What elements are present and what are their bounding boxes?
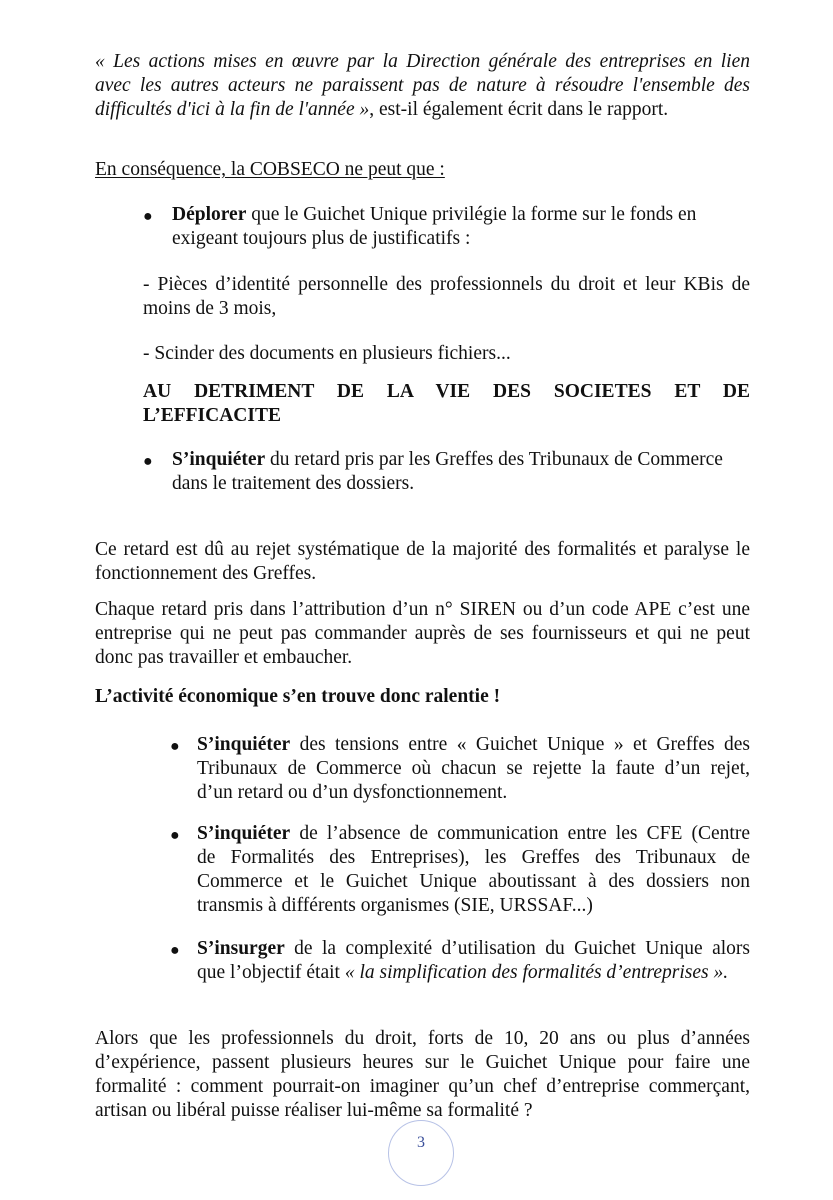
- quote-paragraph: [95, 50, 750, 122]
- bullet-item: [197, 822, 750, 918]
- bullet-text: de la complexité d’utilisation du Guichet Unique alors: [284, 938, 750, 959]
- bullet-text: exigeant toujours plus de justificatifs :: [172, 228, 471, 249]
- bullet-text: transmis à différents organismes (SIE, URSSAF...): [197, 895, 593, 916]
- emphasis-caps: [143, 380, 750, 428]
- bullet-verb: S’inquiéter: [197, 734, 291, 755]
- bullet-text: que l’objectif était: [197, 962, 345, 983]
- bullet-text: de Formalités des Entreprises), les Greffes des Tribunaux de: [197, 847, 750, 868]
- quote-attribution: , est-il également écrit dans le rapport.: [369, 99, 669, 120]
- bullet-icon: ●: [143, 453, 153, 470]
- bullet-text: que le Guichet Unique privilégie la forme sur le fonds en: [246, 204, 697, 225]
- bullet-text: de l’absence de communication entre les CFE (Centre: [290, 823, 750, 844]
- dash-text: - Scinder des documents en plusieurs fichiers...: [143, 343, 511, 364]
- bullet-text: dans le traitement des dossiers.: [172, 473, 415, 494]
- bullet-verb: S’inquiéter: [197, 823, 291, 844]
- dash-item: [143, 273, 750, 321]
- bullet-icon: ●: [170, 827, 180, 844]
- bullet-icon: ●: [170, 738, 180, 755]
- bullet-text: des tensions entre « Guichet Unique » et Greffes des: [290, 734, 750, 755]
- paragraph-text: Ce retard est dû au rejet systématique de la majorité des formalités et paralyse le: [95, 539, 750, 560]
- bullet-text: Tribunaux de Commerce où chacun se rejette la faute d’un rejet,: [197, 758, 750, 779]
- paragraph-text: donc pas travailler et embaucher.: [95, 647, 353, 668]
- page-number: 3: [388, 1120, 454, 1186]
- paragraph-text: Alors que les professionnels du droit, forts de 10, 20 ans ou plus d’années: [95, 1028, 750, 1049]
- bullet-verb: S’inquiéter: [172, 449, 266, 470]
- quote-line: difficultés d'ici à la fin de l'année »: [95, 99, 370, 120]
- paragraph-text: entreprise qui ne peut pas commander auprès de ses fournisseurs et qui ne peut: [95, 623, 750, 644]
- bullet-text: du retard pris par les Greffes des Tribunaux de Commerce: [265, 449, 723, 470]
- dash-text: - Pièces d’identité personnelle des professionnels du droit et leur KBis de: [143, 274, 750, 295]
- bullet-item: [197, 733, 750, 805]
- paragraph: [95, 538, 750, 586]
- emphasis-caps-text: AU DETRIMENT DE LA VIE DES SOCIETES ET DE: [143, 381, 750, 402]
- dash-text: moins de 3 mois,: [143, 298, 277, 319]
- section-heading-text: En conséquence, la COBSECO ne peut que :: [95, 159, 445, 180]
- bullet-quote: « la simplification des formalités d’entreprises ».: [344, 962, 729, 983]
- paragraph-text: Chaque retard pris dans l’attribution d’un n° SIREN ou d’un code APE c’est une: [95, 599, 750, 620]
- emphasis-line: [95, 685, 500, 709]
- section-heading: [95, 158, 445, 182]
- bullet-icon: ●: [170, 942, 180, 959]
- paragraph-text: d’expérience, passent plusieurs heures sur le Guichet Unique pour faire une: [95, 1052, 750, 1073]
- paragraph: [95, 1027, 750, 1123]
- bullet-item: [172, 448, 750, 496]
- paragraph-text: artisan ou libéral puisse réaliser lui-même sa formalité ?: [95, 1100, 533, 1121]
- bullet-verb: S’insurger: [197, 938, 285, 959]
- paragraph-text: formalité : comment pourrait-on imaginer qu’un chef d’entreprise commerçant,: [95, 1076, 750, 1097]
- emphasis-line-text: L’activité économique s’en trouve donc ralentie !: [95, 686, 501, 707]
- dash-item: [143, 342, 511, 366]
- bullet-verb: Déplorer: [172, 204, 247, 225]
- bullet-icon: ●: [143, 208, 153, 225]
- quote-line: « Les actions mises en œuvre par la Direction générale des entreprises en lien: [95, 51, 750, 72]
- emphasis-caps-text: L’EFFICACITE: [143, 405, 281, 426]
- quote-line: avec les autres acteurs ne paraissent pas de nature à résoudre l'ensemble des: [95, 75, 750, 96]
- bullet-item: [197, 937, 750, 985]
- paragraph-text: fonctionnement des Greffes.: [95, 563, 317, 584]
- bullet-text: d’un retard ou d’un dysfonctionnement.: [197, 782, 508, 803]
- bullet-item: [172, 203, 750, 251]
- bullet-text: Commerce et le Guichet Unique aboutissant à des dossiers non: [197, 871, 750, 892]
- paragraph: [95, 598, 750, 670]
